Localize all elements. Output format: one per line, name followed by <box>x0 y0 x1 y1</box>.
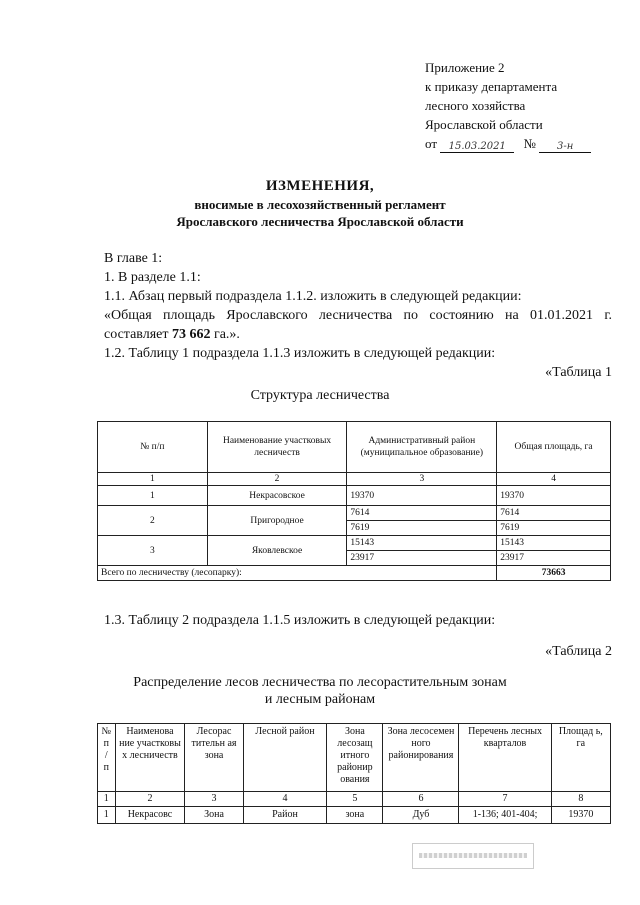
table1-caption: Структура лесничества <box>250 388 390 403</box>
table-row <box>98 536 611 551</box>
table1-total-value: 73663 <box>497 566 611 581</box>
para-area-text-a: «Общая площадь Ярославского лесничества по состоянию на 01.01.2021 г. составляет <box>104 308 612 342</box>
table1-header-row <box>98 422 611 473</box>
table-cell: 19370 <box>347 486 497 506</box>
table-cell: 15143 <box>497 536 611 551</box>
table-cell: Зона <box>185 807 243 824</box>
annex-block <box>425 58 591 153</box>
table-cell: Некрасовское <box>207 486 347 506</box>
table-row <box>98 807 611 824</box>
table-cell: 3 <box>185 792 243 807</box>
annex-line-1: Приложение 2 <box>425 60 505 75</box>
para-area <box>104 306 612 344</box>
para-area-text-b: га.». <box>210 327 240 342</box>
table-cell: 1 <box>98 792 116 807</box>
number-prefix: № <box>523 136 536 151</box>
table-cell: 1 <box>98 486 208 506</box>
table2-header-quarters: Перечень лесных кварталов <box>459 724 551 792</box>
table-cell: 1 <box>98 807 116 824</box>
table-cell: 7619 <box>497 521 611 536</box>
para-1-3: 1.3. Таблицу 2 подраздела 1.1.5 изложить в следующей редакции: <box>104 613 496 628</box>
table-row <box>98 486 611 506</box>
annex-line-3: лесного хозяйства <box>425 98 526 113</box>
table-cell: Яковлевское <box>207 536 347 566</box>
annex-date-line <box>425 134 591 153</box>
table1-label: «Таблица 1 <box>545 365 612 380</box>
table2-label: «Таблица 2 <box>545 644 612 659</box>
total-area-value: 73 662 <box>171 327 211 342</box>
table-cell: Некрасовс <box>115 807 185 824</box>
para-1-2: 1.2. Таблицу 1 подраздела 1.1.3 изложить в следующей редакции: <box>104 346 496 361</box>
table2-header-district: Лесной район <box>243 724 327 792</box>
table1-total-label: Всего по лесничеству (лесопарку): <box>98 566 497 581</box>
doc-title: ИЗМЕНЕНИЯ, <box>265 178 375 194</box>
table2-caption-1: Распределение лесов лесничества по лесорастительным зонам <box>133 675 507 690</box>
table-cell: 19370 <box>497 486 611 506</box>
table2-header-protection: Зона лесозащ итного райониp ования <box>327 724 383 792</box>
table-cell: 4 <box>243 792 327 807</box>
table-cell: 2 <box>98 506 208 536</box>
registration-stamp <box>412 843 534 869</box>
doc-subtitle-2: Ярославского лесничества Ярославской области <box>176 214 464 229</box>
table2-header-name: Наименова ние участковы х лесничеств <box>115 724 185 792</box>
order-date: 15.03.2021 <box>440 137 514 153</box>
table-cell: 4 <box>497 473 611 486</box>
table-cell: 19370 <box>551 807 610 824</box>
date-prefix: от <box>425 136 438 151</box>
table1-header-area: Общая площадь, га <box>497 422 611 473</box>
table-cell: 23917 <box>347 551 497 566</box>
forest-zones-table <box>97 723 611 824</box>
annex-line-2: к приказу департамента <box>425 79 558 94</box>
table-cell: 15143 <box>347 536 497 551</box>
table1-colnum-row <box>98 473 611 486</box>
table2-header-area: Площад ь, га <box>551 724 610 792</box>
table-cell: 2 <box>207 473 347 486</box>
table2-header-seed: Зона лесосемен ного районирования <box>383 724 459 792</box>
table2-colnum-row <box>98 792 611 807</box>
table-cell: 1-136; 401-404; <box>459 807 551 824</box>
table-cell: 1 <box>98 473 208 486</box>
order-number: 3-н <box>539 137 591 153</box>
table-cell: 8 <box>551 792 610 807</box>
table-cell: 3 <box>347 473 497 486</box>
table-cell: 6 <box>383 792 459 807</box>
para-1-1: 1.1. Абзац первый подраздела 1.1.2. изложить в следующей редакции: <box>104 289 522 304</box>
table-cell: 2 <box>115 792 185 807</box>
table-cell: 5 <box>327 792 383 807</box>
table-cell: 7 <box>459 792 551 807</box>
table1-header-name: Наименование участковых лесничеств <box>207 422 347 473</box>
para-chapter: В главе 1: <box>104 251 163 266</box>
table-cell: 7614 <box>347 506 497 521</box>
para-section: 1. В разделе 1.1: <box>104 270 201 285</box>
table1-header-district: Административный район (муниципальное образование) <box>347 422 497 473</box>
table-cell: 7614 <box>497 506 611 521</box>
table2-header-no: № п / п <box>98 724 116 792</box>
annex-line-4: Ярославской области <box>425 117 543 132</box>
table2-header-row <box>98 724 611 792</box>
table1-total-row <box>98 566 611 581</box>
table2-caption-2: и лесным районам <box>264 692 376 707</box>
table-cell: 23917 <box>497 551 611 566</box>
table1-header-no: № п/п <box>98 422 208 473</box>
table-cell: 3 <box>98 536 208 566</box>
table-cell: 7619 <box>347 521 497 536</box>
table2-header-zone: Лесорас тительн ая зона <box>185 724 243 792</box>
table-row <box>98 506 611 521</box>
forestry-structure-table <box>97 421 611 581</box>
table-cell: Район <box>243 807 327 824</box>
table-cell: Дуб <box>383 807 459 824</box>
table-cell: зона <box>327 807 383 824</box>
doc-subtitle-1: вносимые в лесохозяйственный регламент <box>194 197 446 212</box>
table-cell: Пригородное <box>207 506 347 536</box>
